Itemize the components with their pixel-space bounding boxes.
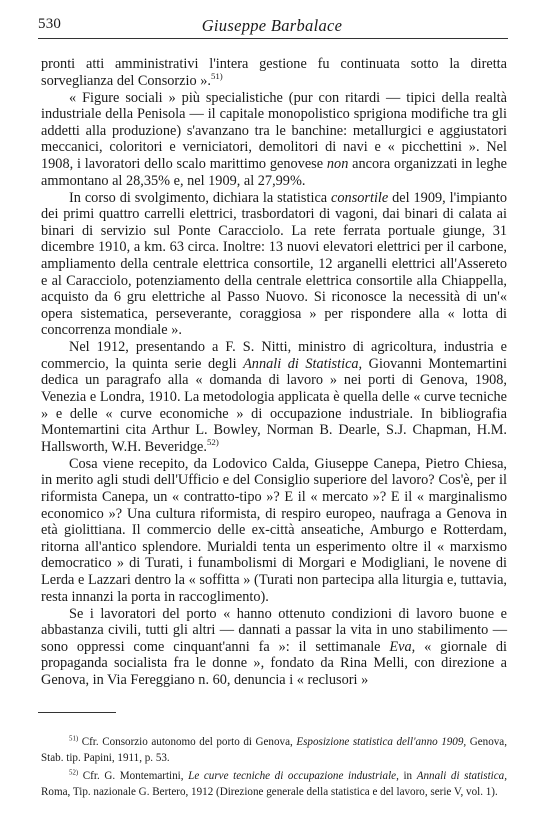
footnote-52: $^{52)}$ Cfr. G. Montemartini, Le curve tecniche di occupazione industriale, in Annali di statistica, Roma, Tip. nazionale G. Bertero, 1912 (Direzione generale della statistica e del lavoro, serie V, vol. 1). [41,769,507,798]
footnotes [41,735,507,803]
running-title: Giuseppe Barbalace [201,16,343,35]
paragraph: « Figure sociali » più specialistiche (pur con ritardi — tipici della realtà industriale della Penisola — il capitale monopolistico sprigiona modifiche tra gli addetti alla produzione) s'avanzano tra le banchine: metallurgici e aggiustatori meccanici, coloritori e verniciatori, demolitori di navi e « picchettini ». Nel 1908, i lavoratori dello scalo marittimo genovese non ancora organizzati in leghe ammontano al 28,35% e, nel 1909, al 27,99%. [41,89,507,189]
header-rule [38,38,508,39]
footnote-ref: 51) [210,70,223,81]
paragraph: In corso di svolgimento, dichiara la statistica consortile del 1909, l'impianto dei primi quattro carrelli elettrici, trasbordatori di vagoni, dai binari di calata ai binari di servizio sul Ponte Caracciolo. La rete ferrata portuale giunge, 31 dicembre 1910, a km. 63 circa. Inoltre: 13 nuovi elevatori elettrici per il carbone, ampliamento della centrale elettrica consortile, 12 arganelli elettrici all'Assereto e al Caracciolo, potenziamento della centrale elettrica consortile alla Chiappella, acquisto da 6 gru elettriche al Passo Nuovo. Si riconosce la necessità di un'« opera sistematica, perseverante, coraggiosa » per rispondere alla « lotta di concorrenza mondiale ». [41,189,507,339]
page-number: 530 [38,16,62,32]
paragraph: Cosa viene recepito, da Lodovico Calda, Giuseppe Canepa, Pietro Chiesa, in merito agli studi dell'Ufficio e del Consiglio superiore del lavoro? Cos'è, per il riformista Canepa, un « contratto-tipo »? E il « mercato »? E il « marginalismo economico »? Una cultura riformista, di respiro europeo, naufraga a Genova in età giolittiana. Il commercio delle ex-città anseatiche, Amburgo e Rotterdam, ritorna all'antico splendore. Murialdi tenta un esperimento oltre il « marxismo democratico » di Turati, i funambolismi di Morgari e Modigliani, le novene di Lerda e Lazzari dentro la « soffitta » (Turati non partecipa alla liturgia e, tuttavia, resta innanzi la porta in raccoglimento). [41,455,507,605]
paragraph: pronti atti amministrativi l'intera gestione fu continuata sotto la diretta sorveglianza del Consorzio ».$^{51)}$ [41,56,507,89]
page-header [38,16,506,38]
footnote-rule [38,712,116,713]
footnote-51: $^{51)}$ Cfr. Consorzio autonomo del porto di Genova, Esposizione statistica dell'anno 1909, Genova, Stab. tip. Papini, 1911, p. 53. [41,735,507,764]
body-text [41,56,507,689]
footnote-ref: 52) [206,437,219,448]
paragraph: Nel 1912, presentando a F. S. Nitti, ministro di agricoltura, industria e commercio, la quinta serie degli Annali di Statistica, Giovanni Montemartini dedica un paragrafo alla « domanda di lavoro » nei porti di Genova, 1908, Venezia e Londra, 1910. La metodologia applicata è quella delle « curve tecniche » e delle « curve economiche » di occupazione industriale. In bibliografia Montemartini cita Arthur L. Bowley, Norman B. Dearle, S.J. Chapman, H.M. Hallsworth, W.H. Beveridge.$^{52)}$ [41,339,507,455]
paragraph: Se i lavoratori del porto « hanno ottenuto condizioni di lavoro buone e abbastanza civili, tutti gli altri — dannati a passar la vita in uno stabilimento — sono oppressi come cinquant'anni fa »: il settimanale Eva, « giornale di propaganda socialista fra le donne », fondato da Rina Melli, con direzione a Genova, in Via Fereggiano n. 60, denuncia i « reclusori » [41,605,507,688]
